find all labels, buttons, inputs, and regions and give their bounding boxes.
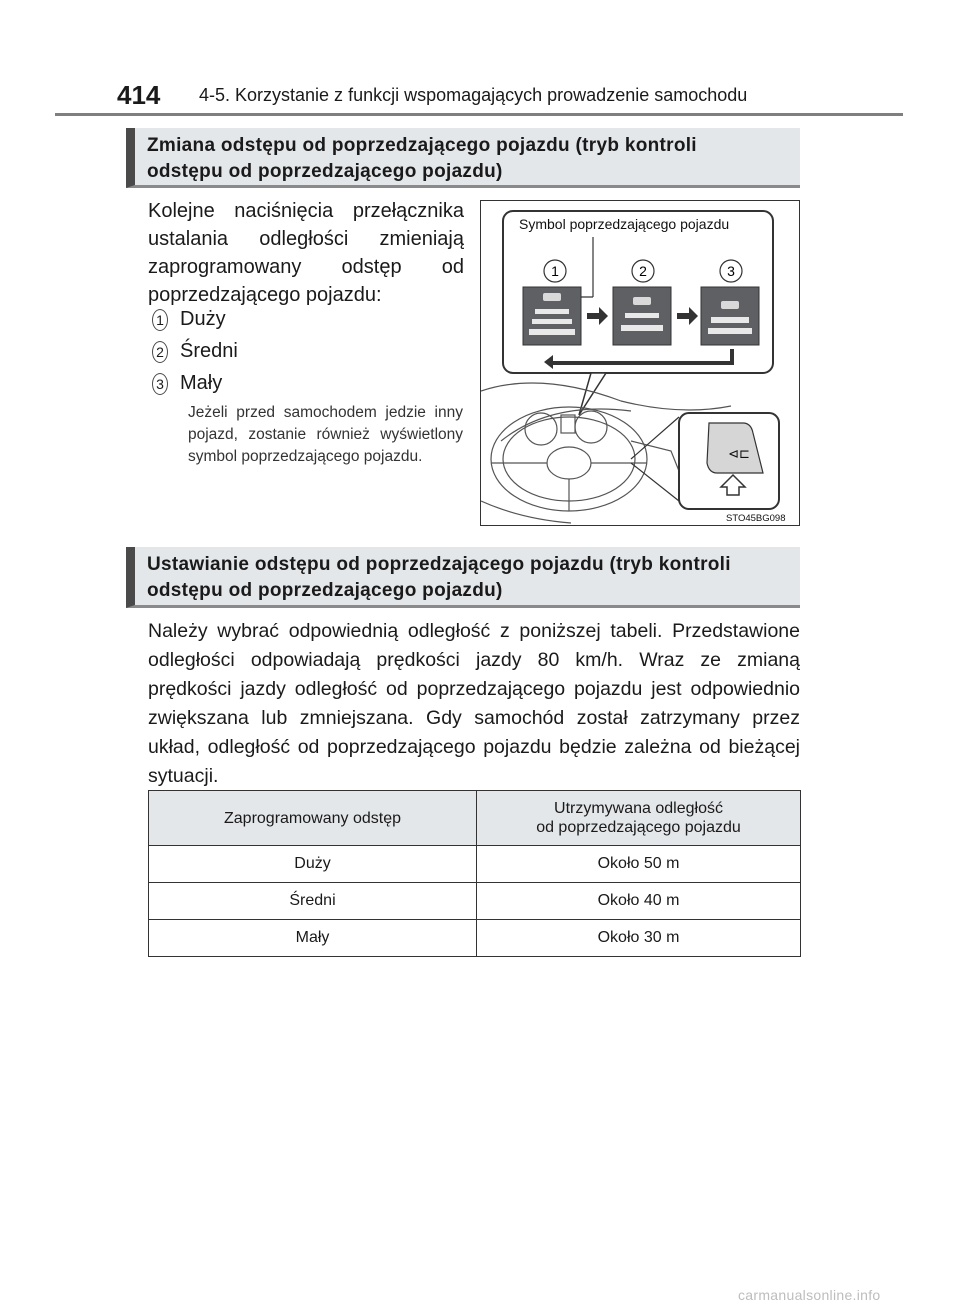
section-heading-line: Ustawianie odstępu od poprzedzającego pojazdu (tryb kontroli [147, 554, 731, 575]
step-number: 3 [727, 263, 735, 279]
page-header [0, 0, 960, 118]
option-large [152, 308, 226, 334]
table-cell-setting: Duży [149, 846, 477, 883]
step-number: 1 [551, 263, 559, 279]
step-number: 2 [639, 263, 647, 279]
option-label: Średni [180, 340, 238, 362]
figure-illustration [481, 201, 800, 526]
table-row [149, 883, 801, 920]
table-row [149, 920, 801, 957]
section-heading-change-distance [126, 128, 800, 188]
option-number: 3 [152, 373, 168, 395]
table-cell-distance: Około 30 m [477, 920, 801, 957]
header-line: Utrzymywana odległość [554, 800, 723, 817]
option-small [152, 372, 222, 398]
section-heading-line: odstępu od poprzedzającego pojazdu) [147, 580, 503, 601]
display-tile-small [701, 287, 759, 345]
chapter-title: 4-5. Korzystanie z funkcji wspomagających prowadzenie samochodu [199, 85, 748, 105]
option-number: 2 [152, 341, 168, 363]
table-cell-distance: Około 50 m [477, 846, 801, 883]
distance-table [148, 790, 801, 957]
header-rule [55, 113, 903, 116]
option-label: Duży [180, 308, 226, 330]
table-header-row [149, 791, 801, 846]
table-header-cell: Zaprogramowany odstęp [149, 791, 477, 846]
table-header-cell [477, 791, 801, 846]
table-cell-distance: Około 40 m [477, 883, 801, 920]
display-tile-medium [613, 287, 671, 345]
intro-text: Kolejne naciśnięcia przełącznika ustalania odległości zmieniają zaprogramowany odstęp od poprzedzającego pojazdu: [148, 200, 464, 306]
display-tile-large [523, 287, 581, 345]
header-line: od poprzedzającego pojazdu [536, 819, 741, 836]
section-heading-set-distance [126, 547, 800, 608]
table-cell-setting: Średni [149, 883, 477, 920]
table-cell-setting: Mały [149, 920, 477, 957]
figure-distance-switch [480, 200, 800, 526]
note-text: Jeżeli przed samochodem jedzie inny pojazd, zostanie również wyświetlony symbol poprzedzającego pojazdu. [188, 404, 463, 465]
section-heading-line: Zmiana odstępu od poprzedzającego pojazdu (tryb kontroli [147, 135, 697, 156]
option-label: Mały [180, 372, 223, 394]
callout-label: Symbol poprzedzającego pojazdu [519, 216, 730, 232]
option-medium [152, 340, 238, 366]
section-heading-line: odstępu od poprzedzającego pojazdu) [147, 161, 503, 182]
body-paragraph: Należy wybrać odpowiednią odległość z poniższej tabeli. Przedstawione odległości odpowiadają prędkości jazdy 80 km/h. Wraz ze zmianą prędkości jazdy odległość od poprzedzającego pojazdu jest odpowiednio zwiększana lub zmniejszana. Gdy samochód został zatrzymany przez układ, odległość od poprzedzającego pojazdu będzie zależna od bieżącej sytuacji. [148, 620, 800, 787]
watermark: carmanualsonline.info [738, 1287, 881, 1303]
page-number: 414 [117, 80, 161, 110]
table-row [149, 846, 801, 883]
figure-code: STO45BG098 [726, 513, 786, 524]
svg-text:⊲⊏: ⊲⊏ [728, 447, 750, 462]
option-number: 1 [152, 309, 168, 331]
